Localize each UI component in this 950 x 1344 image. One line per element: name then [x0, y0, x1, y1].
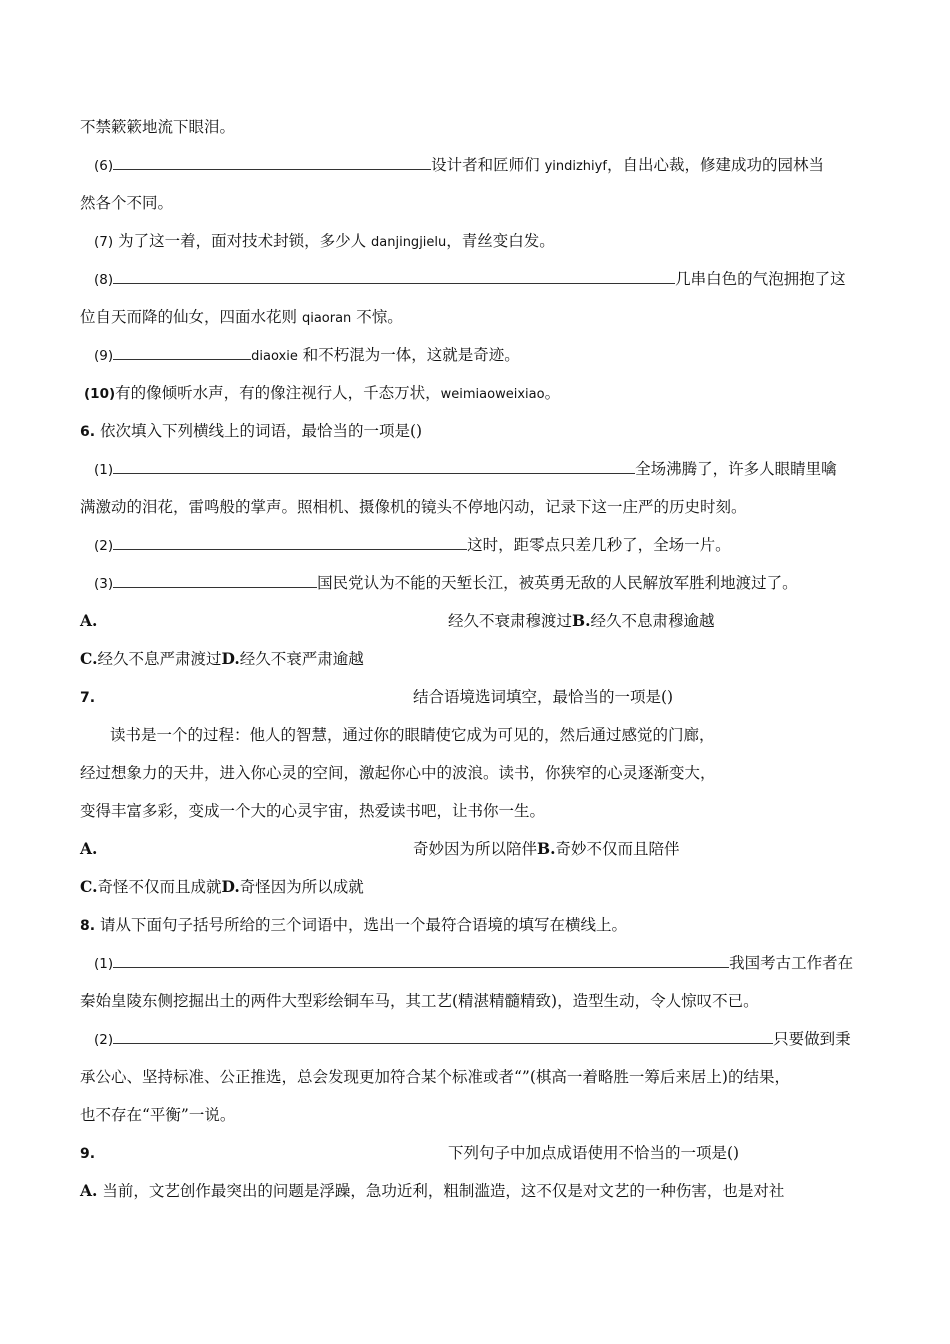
item-number: (10): [84, 386, 116, 402]
option-label: A.: [80, 839, 98, 858]
option-label: C.: [80, 649, 98, 668]
option-label: D.: [221, 649, 240, 668]
item-text: 为了这一着，面对技术封锁，多少人: [118, 232, 367, 250]
item-text: 几串白色的气泡拥抱了这: [675, 270, 846, 288]
option-c-text: 奇怪不仅而且成就: [97, 878, 222, 896]
text-line: [80, 990, 759, 1012]
answer-blank: [113, 459, 635, 474]
answer-blank: [113, 953, 729, 968]
option-label: A.: [80, 1181, 98, 1200]
answer-blank: [113, 269, 675, 284]
option-c-text: 经久不息严肃渡过: [97, 650, 222, 668]
options-c-d: [80, 876, 364, 898]
item-6-3: [94, 572, 798, 595]
passage-line: [110, 724, 715, 746]
item-number: (3): [94, 576, 114, 592]
text-line: [80, 192, 173, 214]
line-text: 也不存在“平衡”一说。: [80, 1106, 236, 1124]
item-number: (9): [94, 348, 114, 364]
option-d-text: 奇怪因为所以成就: [239, 878, 364, 896]
question-9: [448, 1142, 739, 1164]
answer-blank: [113, 155, 431, 170]
answer-blank: [113, 535, 467, 550]
item-number: (2): [94, 538, 114, 554]
option-label: B.: [537, 839, 556, 858]
question-number: 8.: [80, 918, 96, 934]
pinyin: weimiaoweixiao: [440, 387, 545, 402]
question-6: [80, 420, 422, 443]
item-text: 和不朽混为一体，这就是奇迹。: [302, 346, 520, 364]
passage-text: 读书是一个的过程：他人的智慧，通过你的眼睛使它成为可见的，然后通过感觉的门廊，: [110, 726, 715, 744]
item-text: 设计者和匠师们: [431, 156, 540, 174]
options-a-b: [448, 610, 715, 632]
item-text: 这时，距零点只差几秒了，全场一片。: [467, 536, 731, 554]
text-line: [80, 306, 403, 330]
answer-blank: [113, 573, 317, 588]
option-a-text: 经久不衰肃穆渡过: [448, 612, 573, 630]
text-line: [80, 1104, 235, 1126]
item-5-7: [94, 230, 555, 254]
question-9-number: [80, 1142, 95, 1165]
item-5-9: [94, 344, 520, 368]
question-text: 依次填入下列横线上的词语，最恰当的一项是(): [100, 422, 423, 440]
options-c-d: [80, 648, 364, 670]
item-number: (7): [94, 234, 114, 250]
option-label: C.: [80, 877, 98, 896]
question-number: 6.: [80, 424, 96, 440]
line-text: 不禁簌簌地流下眼泪。: [80, 118, 236, 136]
item-8-1: [94, 952, 853, 975]
answer-blank: [113, 345, 251, 360]
question-7-number: [80, 686, 95, 709]
passage-text: 变得丰富多彩，变成一个大的心灵宇宙，热爱读书吧，让书你一生。: [80, 802, 546, 820]
item-number: (6): [94, 158, 114, 174]
text-line: [80, 1066, 790, 1088]
line-text: 不惊。: [356, 308, 403, 326]
question-number: 7.: [80, 690, 96, 706]
item-5-6: [94, 154, 824, 178]
item-text: ，青丝变白发。: [446, 232, 555, 250]
question-7: [413, 686, 673, 708]
answer-blank: [113, 1029, 773, 1044]
option-b-text: 经久不息肃穆逾越: [590, 612, 715, 630]
option-a-label: [80, 610, 97, 632]
item-number: (2): [94, 1032, 114, 1048]
question-text: 下列句子中加点成语使用不恰当的一项是(): [448, 1144, 740, 1162]
option-a-text: 奇妙因为所以陪伴: [413, 840, 538, 858]
question-number: 9.: [80, 1146, 96, 1162]
item-number: (1): [94, 956, 114, 972]
item-8-2: [94, 1028, 851, 1051]
option-label: A.: [80, 611, 98, 630]
item-5-8: [94, 268, 846, 291]
option-d-text: 经久不衰严肃逾越: [239, 650, 364, 668]
pinyin: danjingjielu: [371, 235, 447, 250]
item-text: ，自出心裁，修建成功的园林当: [606, 156, 824, 174]
option-label: B.: [572, 611, 591, 630]
item-text: 国民党认为不能的天堑长江，被英勇无敌的人民解放军胜利地渡过了。: [317, 574, 798, 592]
passage-text: 经过想象力的天井，进入你心灵的空间，激起你心中的波浪。读书，你狭窄的心灵逐渐变大，: [80, 764, 716, 782]
options-a-b: [413, 838, 680, 860]
option-a-text: 当前，文艺创作最突出的问题是浮躁，急功近利，粗制滥造，这不仅是对文艺的一种伤害，也是对社: [102, 1182, 785, 1200]
pinyin: diaoxie: [251, 349, 298, 364]
line-text: 位自天而降的仙女，四面水花则: [80, 308, 298, 326]
pinyin: qiaoran: [301, 311, 352, 326]
question-8: [80, 914, 627, 937]
text-line: [80, 116, 235, 138]
item-6-2: [94, 534, 731, 557]
option-a: [80, 1180, 784, 1202]
line-text: 然各个不同。: [80, 194, 174, 212]
line-text: 承公心、坚持标准、公正推选，总会发现更加符合某个标准或者“”(棋高一着略胜一筹后来居上)的结果，: [80, 1068, 790, 1086]
question-text: 请从下面句子括号所给的三个词语中，选出一个最符合语境的填写在横线上。: [100, 916, 628, 934]
passage-line: [80, 800, 545, 822]
pinyin: yindizhiyf: [544, 159, 607, 174]
question-text: 结合语境选词填空，最恰当的一项是(): [413, 688, 674, 706]
item-5-10: [84, 382, 560, 406]
item-number: (1): [94, 462, 114, 478]
line-text: 秦始皇陵东侧挖掘出土的两件大型彩绘铜车马，其工艺(精湛精髓精致)，造型生动，令人惊叹不已。: [80, 992, 759, 1010]
option-label: D.: [221, 877, 240, 896]
text-line: [80, 496, 747, 518]
passage-line: [80, 762, 716, 784]
item-text: 全场沸腾了，许多人眼睛里噙: [635, 460, 837, 478]
option-a-label: [80, 838, 97, 860]
line-text: 满激动的泪花，雷鸣般的掌声。照相机、摄像机的镜头不停地闪动，记录下这一庄严的历史时刻。: [80, 498, 747, 516]
option-b-text: 奇妙不仅而且陪伴: [555, 840, 680, 858]
item-6-1: [94, 458, 837, 481]
item-text: 有的像倾听水声，有的像注视行人，千态万状，: [115, 384, 441, 402]
item-text: 只要做到秉: [773, 1030, 851, 1048]
item-text: 。: [544, 384, 561, 402]
item-number: (8): [94, 272, 114, 288]
item-text: 我国考古工作者在: [729, 954, 854, 972]
